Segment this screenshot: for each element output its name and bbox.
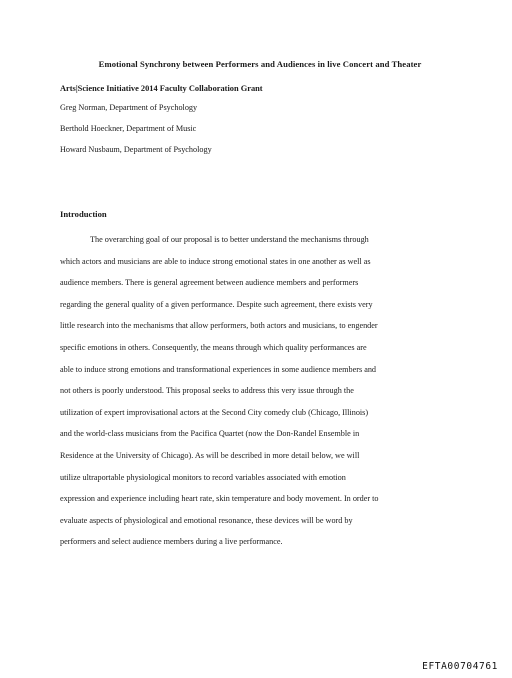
body-line: regarding the general quality of a given performance. Despite such agreement, there exists very xyxy=(60,299,373,309)
body-line: utilize ultraportable physiological monitors to record variables associated with emotion xyxy=(60,472,346,482)
body-line: able to induce strong emotions and transformational experiences in some audience members and xyxy=(60,364,377,374)
document-title: Emotional Synchrony between Performers and Audiences in live Concert and Theater xyxy=(98,59,422,69)
body-line: expression and experience including heart rate, skin temperature and body movement. In order to xyxy=(60,494,379,504)
body-line: specific emotions in others. Consequently, the means through which quality performances are xyxy=(60,342,367,352)
body-line: and the world-class musicians from the Pacifica Quartet (now the Don-Randel Ensemble in xyxy=(60,429,360,439)
body-line: The overarching goal of our proposal is to better understand the mechanisms through xyxy=(90,235,369,244)
document-id-stamp: EFTA00704761 xyxy=(422,661,498,672)
body-line: utilization of expert improvisational actors at the Second City comedy club (Chicago, Illinois) xyxy=(60,407,369,417)
body-line: performers and select audience members during a live performance. xyxy=(60,537,283,547)
body-paragraph xyxy=(60,229,454,553)
grant-name: Arts|Science Initiative 2014 Faculty Collaboration Grant xyxy=(60,84,263,93)
body-line: evaluate aspects of physiological and emotional resonance, these devices will be word by xyxy=(60,515,353,525)
body-line: not others is poorly understood. This proposal seeks to address this very issue through the xyxy=(60,386,354,396)
body-line: audience members. There is general agreement between audience members and performers xyxy=(60,278,359,288)
body-line: which actors and musicians are able to induce strong emotional states in one another as well as xyxy=(60,256,371,266)
section-heading: Introduction xyxy=(60,209,107,219)
author-line: Howard Nusbaum, Department of Psychology xyxy=(60,145,212,154)
body-line: little research into the mechanisms that allow performers, both actors and musicians, to engender xyxy=(60,321,378,331)
author-line: Greg Norman, Department of Psychology xyxy=(60,103,198,112)
body-line: Residence at the University of Chicago). As will be described in more detail below, we will xyxy=(60,450,360,460)
author-line: Berthold Hoeckner, Department of Music xyxy=(60,124,197,133)
